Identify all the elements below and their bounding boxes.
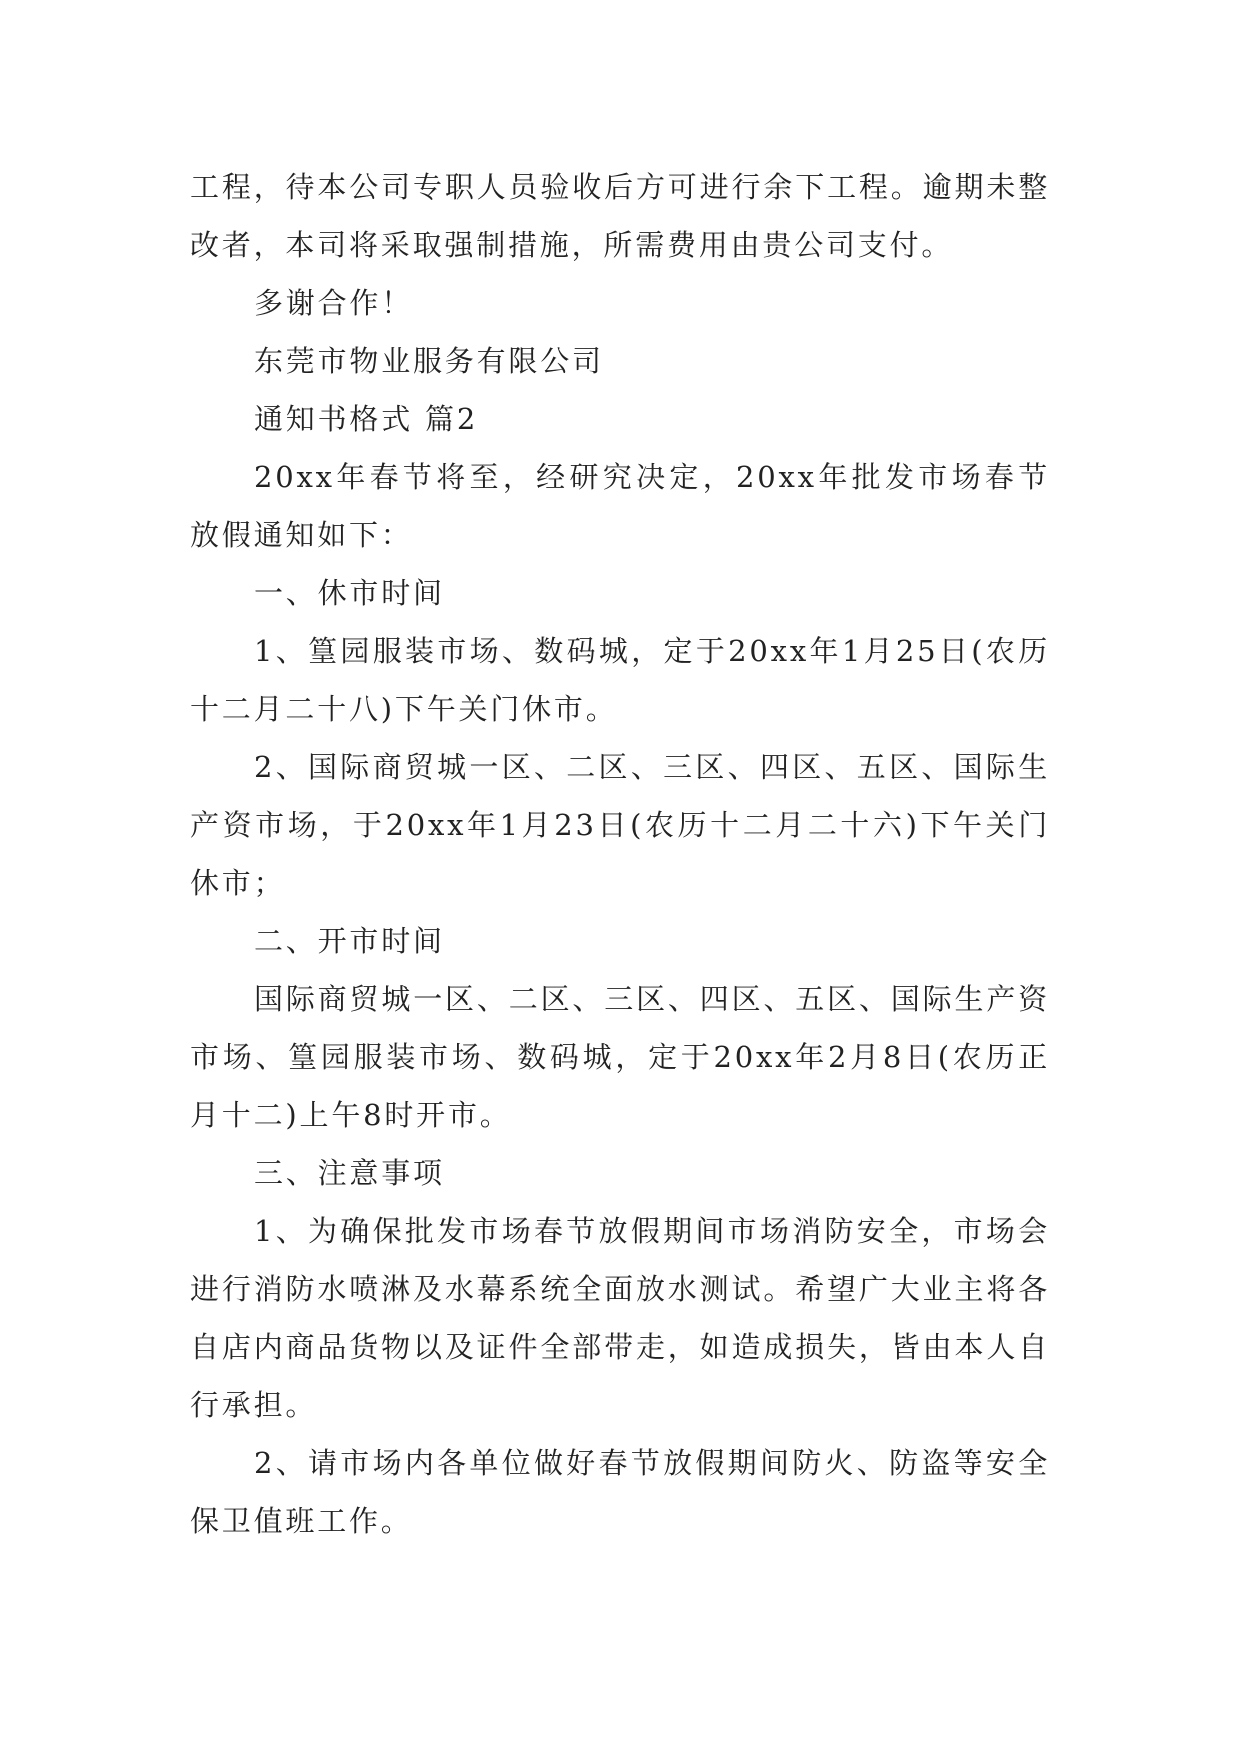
paragraph-company-name: 东莞市物业服务有限公司 — [254, 344, 604, 378]
paragraph-closing-item-1: 1、篁园服装市场、数码城，定于20xx年1月25日(农历十二月二十八)下午关门休市。 — [190, 634, 1050, 726]
paragraph-note-2: 2、请市场内各单位做好春节放假期间防火、防盗等安全保卫值班工作。 — [190, 1446, 1050, 1538]
paragraph-opening: 国际商贸城一区、二区、三区、四区、五区、国际生产资市场、篁园服装市场、数码城，定于20xx年2月8日(农历正月十二)上午8时开市。 — [190, 982, 1050, 1132]
document-body — [190, 158, 1050, 1550]
paragraph-intro: 20xx年春节将至，经研究决定，20xx年批发市场春节放假通知如下： — [190, 460, 1050, 552]
paragraph-note-1: 1、为确保批发市场春节放假期间市场消防安全，市场会进行消防水喷淋及水幕系统全面放水测试。希望广大业主将各自店内商品货物以及证件全部带走，如造成损失，皆由本人自行承担。 — [190, 1214, 1050, 1422]
heading-notes: 三、注意事项 — [254, 1156, 445, 1190]
paragraph-thanks: 多谢合作！ — [254, 286, 414, 320]
section-title: 通知书格式 篇2 — [254, 402, 479, 436]
heading-opening-time: 二、开市时间 — [254, 924, 445, 958]
paragraph-continuation: 工程，待本公司专职人员验收后方可进行余下工程。逾期未整改者，本司将采取强制措施，所需费用由贵公司支付。 — [190, 170, 1050, 262]
paragraph-closing-item-2: 2、国际商贸城一区、二区、三区、四区、五区、国际生产资市场，于20xx年1月23日(农历十二月二十六)下午关门休市； — [190, 750, 1050, 900]
heading-closing-time: 一、休市时间 — [254, 576, 445, 610]
